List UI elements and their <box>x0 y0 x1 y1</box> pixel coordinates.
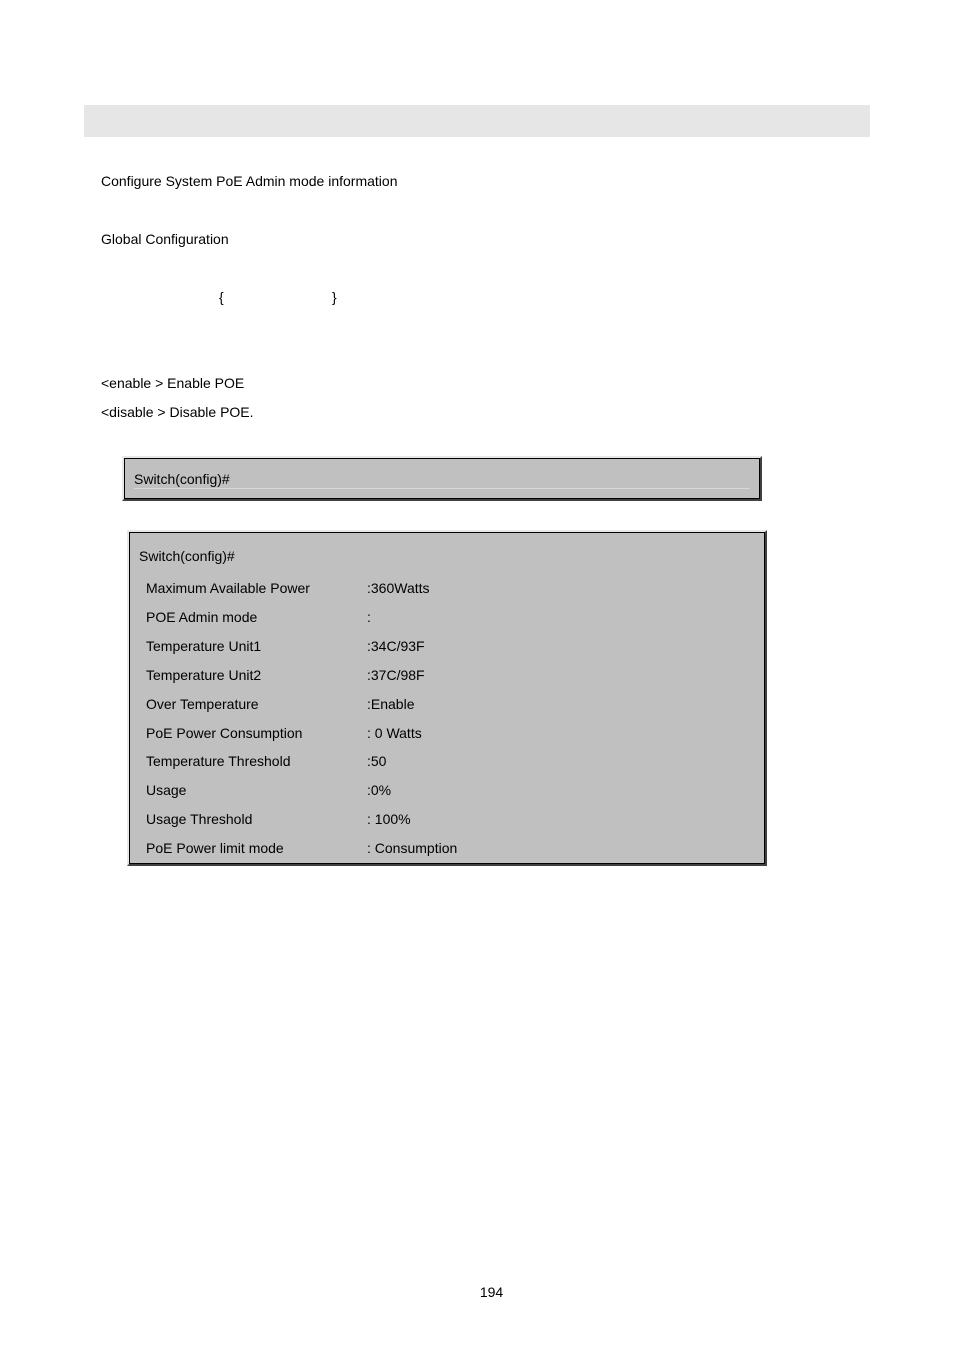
example-box-command <box>122 456 762 501</box>
output-key: Temperature Unit2 <box>146 667 262 683</box>
output-value: : 100% <box>367 811 411 827</box>
output-value: : 0 Watts <box>367 725 422 741</box>
output-key: PoE Power limit mode <box>146 840 284 856</box>
cli-prompt: Switch(config)# <box>139 548 235 564</box>
output-key: PoE Power Consumption <box>146 725 303 741</box>
output-value: :50 <box>367 753 387 769</box>
output-value: :360Watts <box>367 580 430 596</box>
command-mode: Global Configuration <box>101 231 229 247</box>
output-key: Maximum Available Power <box>146 580 310 596</box>
output-value: :34C/93F <box>367 638 425 654</box>
output-key: POE Admin mode <box>146 609 258 625</box>
output-value: :0% <box>367 782 392 798</box>
output-value: :37C/98F <box>367 667 425 683</box>
output-key: Usage <box>146 782 187 798</box>
section-title-bar <box>84 105 870 137</box>
output-key: Over Temperature <box>146 696 259 712</box>
syntax-close-brace: } <box>332 289 337 305</box>
cli-prompt: Switch(config)# <box>134 471 230 487</box>
divider <box>134 488 750 489</box>
command-description: Configure System PoE Admin mode information <box>101 173 398 189</box>
output-key: Usage Threshold <box>146 811 253 827</box>
output-key: Temperature Unit1 <box>146 638 262 654</box>
output-value: :Enable <box>367 696 415 712</box>
output-value: : <box>367 609 371 625</box>
output-value: : Consumption <box>367 840 458 856</box>
page-number: 194 <box>479 1284 504 1300</box>
param-enable: <enable > Enable POE <box>101 375 245 391</box>
param-disable: <disable > Disable POE. <box>101 404 254 420</box>
syntax-open-brace: { <box>219 289 224 305</box>
output-key: Temperature Threshold <box>146 753 291 769</box>
example-box-output <box>127 530 767 866</box>
